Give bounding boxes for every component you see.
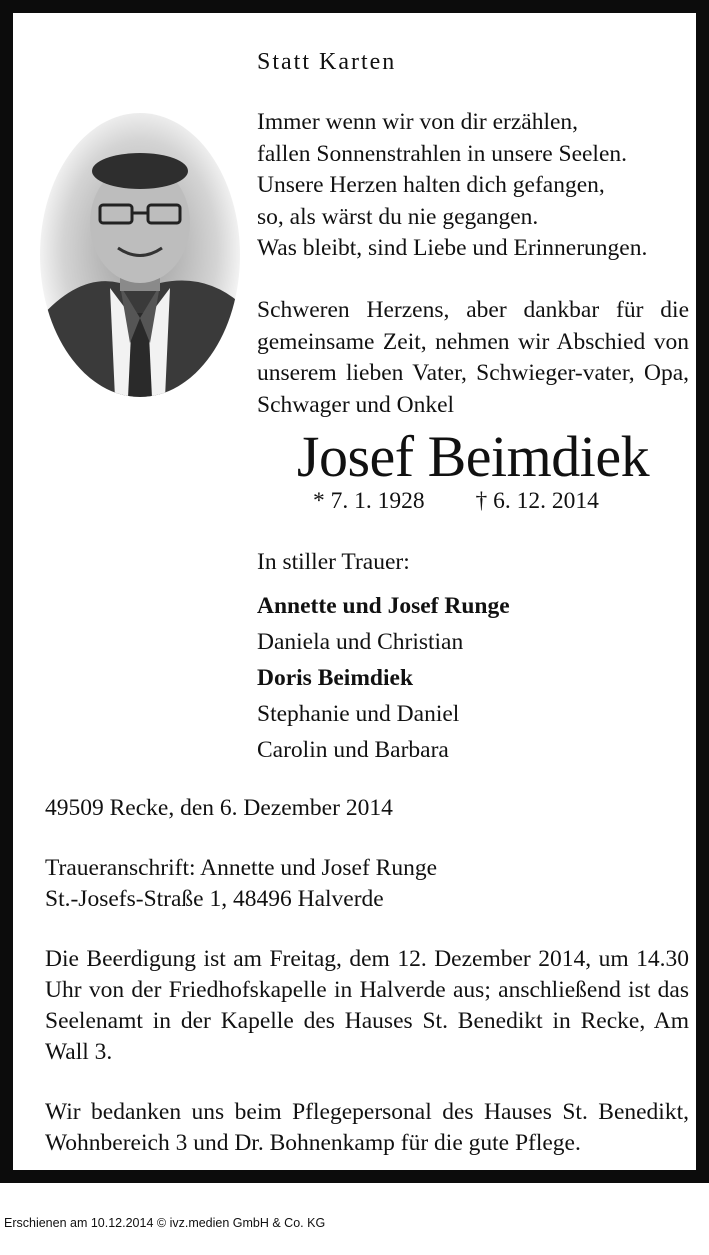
mourner: Doris Beimdiek — [257, 665, 414, 691]
deceased-name: Josef Beimdiek — [296, 424, 650, 489]
portrait-photo — [40, 113, 240, 398]
poem: Immer wenn wir von dir erzählen, fallen Sonnenstrahlen in unsere Seelen. Unsere Herzen halten dich gefangen, so, als wärst du nie gegangen. Was bleibt, sind Liebe und Erinnerungen. — [257, 109, 648, 261]
place-date: 49509 Recke, den 6. Dezember 2014 — [45, 795, 393, 821]
intro-text: Schweren Herzens, aber dankbar für die gemeinsame Zeit, nehmen wir Abschied von unserem lieben Vater, Schwieger-vater, Opa, Schwager und Onkel — [257, 297, 689, 418]
life-dates — [313, 487, 599, 515]
thanks-text: Wir bedanken uns beim Pflegepersonal des Hauses St. Benedikt, Wohnbereich 3 und Dr. Bohnenkamp für die gute Pflege. — [45, 1099, 689, 1156]
mourner: Carolin und Barbara — [257, 737, 449, 763]
mourner: Daniela und Christian — [257, 629, 464, 655]
mourners-list — [257, 588, 510, 768]
mourning-address — [45, 853, 689, 915]
mourner: Stephanie und Daniel — [257, 701, 460, 727]
address-line: St.-Josefs-Straße 1, 48496 Halverde — [45, 886, 384, 912]
mourning-title: In stiller Trauer: — [257, 549, 410, 575]
address-line: Traueranschrift: Annette und Josef Runge — [45, 855, 438, 881]
death-date: † 6. 12. 2014 — [475, 488, 599, 514]
funeral-info: Die Beerdigung ist am Freitag, dem 12. Dezember 2014, um 14.30 Uhr von der Friedhofskapelle in Halverde aus; anschließend ist das Seelenamt in der Kapelle des Hauses St. Benedikt in Recke, Am Wall 3. — [45, 946, 689, 1065]
publication-footer: Erschienen am 10.12.2014 © ivz.medien GmbH & Co. KG — [4, 1216, 326, 1230]
notice-header: Statt Karten — [257, 49, 397, 75]
mourner: Annette und Josef Runge — [257, 593, 510, 619]
birth-date: * 7. 1. 1928 — [313, 488, 425, 514]
